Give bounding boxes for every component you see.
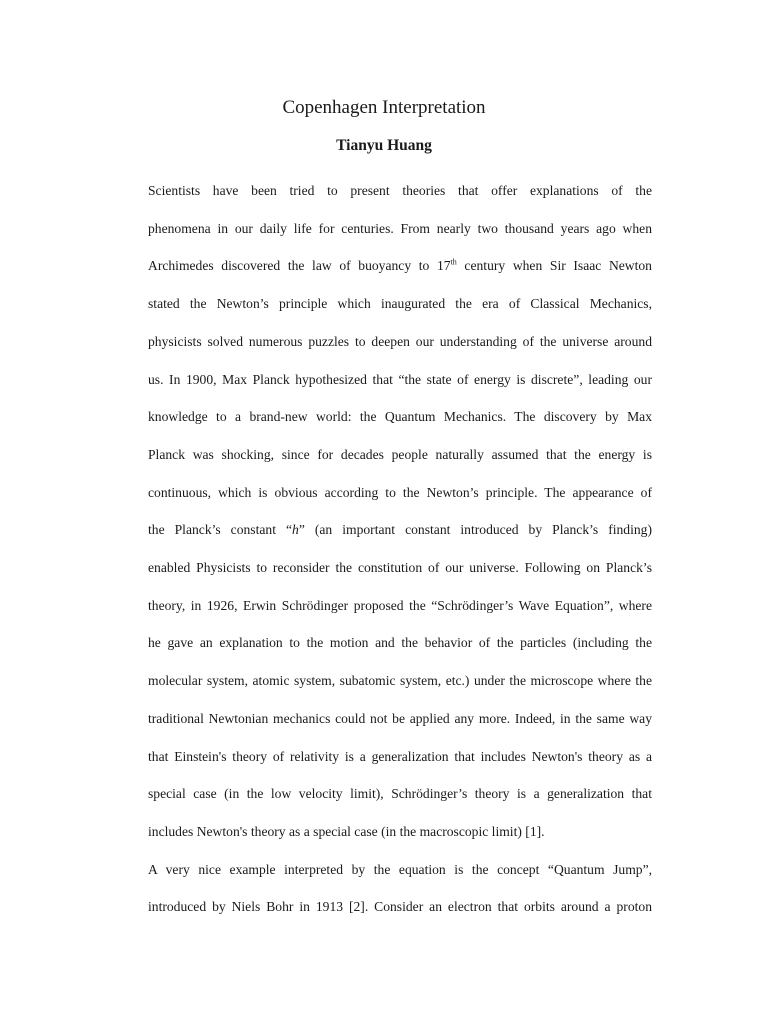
body-line: introduced by Niels Bohr in 1913 [2]. Consider an electron that orbits around a proton <box>148 899 652 915</box>
body-line: phenomena in our daily life for centuries. From nearly two thousand years ago when <box>148 220 652 236</box>
body-line: special case (in the low velocity limit), Schrödinger’s theory is a generalization that <box>148 786 652 802</box>
paper-author: Tianyu Huang <box>336 137 432 154</box>
planck-constant-symbol: h <box>292 522 299 538</box>
body-line: traditional Newtonian mechanics could not be applied any more. Indeed, in the same way <box>148 710 652 726</box>
body-line: he gave an explanation to the motion and the behavior of the particles (including the <box>148 635 652 651</box>
body-line: theory, in 1926, Erwin Schrödinger proposed the “Schrödinger’s Wave Equation”, where <box>148 597 652 613</box>
paragraph-2 <box>116 851 652 926</box>
body-line: stated the Newton’s principle which inaugurated the era of Classical Mechanics, <box>148 296 652 312</box>
body-line: enabled Physicists to reconsider the constitution of our universe. Following on Planck’s <box>148 560 652 576</box>
body-line <box>116 511 652 549</box>
body-line-text: Archimedes discovered the law of buoyancy to 17 <box>148 258 451 274</box>
body-line: knowledge to a brand-new world: the Quantum Mechanics. The discovery by Max <box>148 409 652 425</box>
body-line-text: century when Sir Isaac Newton <box>456 258 652 274</box>
ordinal-superscript: th <box>450 257 457 267</box>
body-line: includes Newton's theory as a special case (in the macroscopic limit) [1]. <box>148 823 545 839</box>
body-line: Scientists have been tried to present theories that offer explanations of the <box>148 183 652 198</box>
paragraph-1 <box>116 172 652 851</box>
body-line <box>116 247 652 285</box>
paper-body <box>116 172 652 926</box>
body-line: Planck was shocking, since for decades people naturally assumed that the energy is <box>148 446 652 462</box>
body-line: us. In 1900, Max Planck hypothesized that “the state of energy is discrete”, leading our <box>148 371 652 387</box>
body-line: physicists solved numerous puzzles to deepen our understanding of the universe around <box>148 333 652 349</box>
body-line: molecular system, atomic system, subatomic system, etc.) under the microscope where the <box>148 673 652 689</box>
body-line: A very nice example interpreted by the equation is the concept “Quantum Jump”, <box>148 861 652 877</box>
body-line-text: the Planck’s constant “ <box>148 522 293 538</box>
body-line: continuous, which is obvious according to the Newton’s principle. The appearance of <box>148 484 652 500</box>
body-line-text: ” (an important constant introduced by Planck’s finding) <box>298 522 653 538</box>
body-line: that Einstein's theory of relativity is a generalization that includes Newton's theory as a <box>148 748 652 764</box>
paper-title: Copenhagen Interpretation <box>282 97 486 118</box>
